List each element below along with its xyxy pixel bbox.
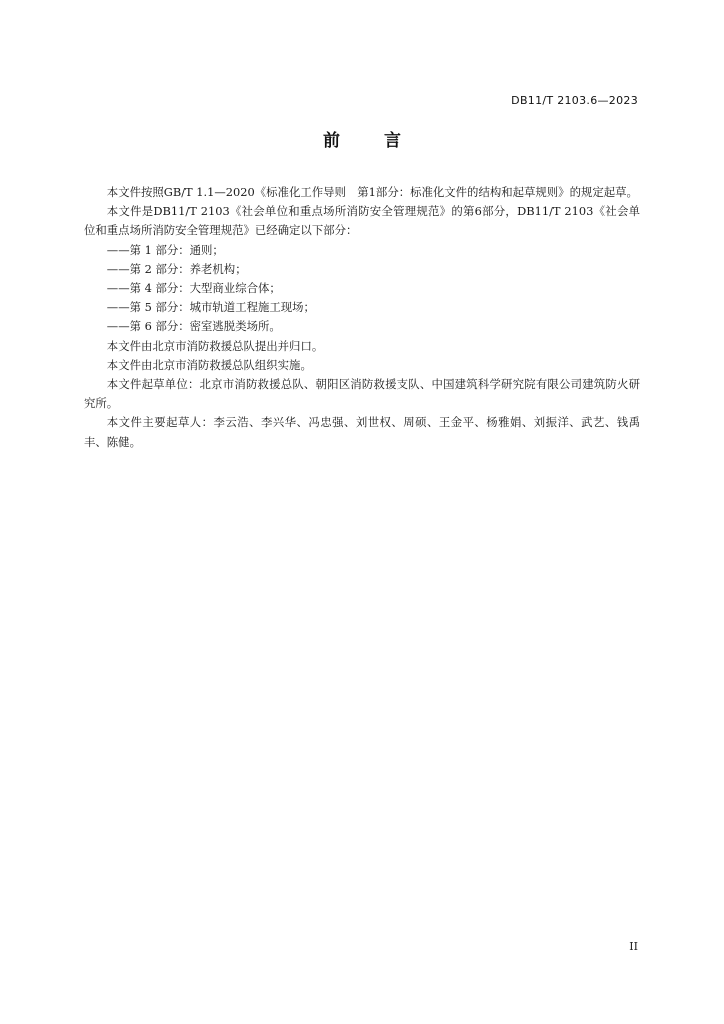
section-title <box>0 126 724 151</box>
page-number: II <box>629 940 638 953</box>
paragraph-drafters: 本文件主要起草人：李云浩、李兴华、冯忠强、刘世权、周硕、王金平、杨雅娟、刘振洋、武艺、钱禹丰、陈健。 <box>84 415 640 449</box>
paragraph-implementer: 本文件由北京市消防救援总队组织实施。 <box>106 357 312 372</box>
paragraph-drafting-units: 本文件起草单位：北京市消防救援总队、朝阳区消防救援支队、中国建筑科学研究院有限公司建筑防火研究所。 <box>84 377 640 411</box>
list-item-part-1: ——第 1 部分：通则； <box>106 242 224 257</box>
list-item-part-5: ——第 5 部分：城市轨道工程施工现场； <box>106 300 315 315</box>
foreword-body <box>84 183 640 452</box>
list-item-part-6: ——第 6 部分：密室逃脱类场所。 <box>106 319 281 334</box>
paragraph-proposer: 本文件由北京市消防救援总队提出并归口。 <box>106 338 324 353</box>
document-code: DB11/T 2103.6—2023 <box>511 94 638 107</box>
title-char-1: 前 <box>323 131 340 151</box>
list-item-part-2: ——第 2 部分：养老机构； <box>106 261 247 276</box>
paragraph-drafting-rules: 本文件按照GB/T 1.1—2020《标准化工作导则 第1部分：标准化文件的结构和起草规则》的规定起草。 <box>106 185 638 199</box>
list-item-part-4: ——第 4 部分：大型商业综合体； <box>106 281 281 296</box>
title-char-2: 言 <box>384 131 401 151</box>
paragraph-series-description: 本文件是DB11/T 2103《社会单位和重点场所消防安全管理规范》的第6部分，DB11/T 2103《社会单位和重点场所消防安全管理规范》已经确定以下部分： <box>84 204 640 238</box>
